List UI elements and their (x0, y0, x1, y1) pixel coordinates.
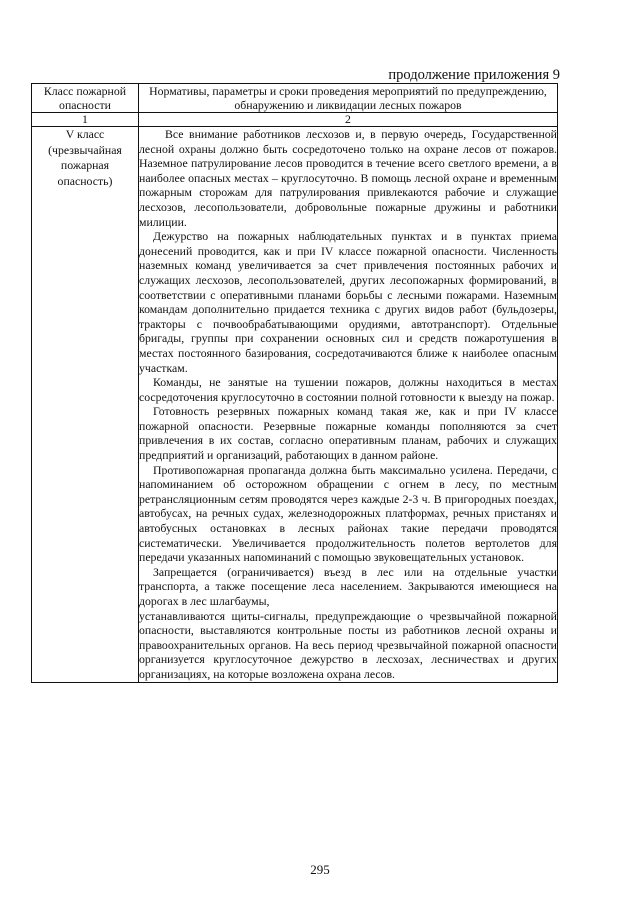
paragraph-restrictions: Запрещается (ограничивается) въезд в лес или на отдельные участки транспорта, а также посещение леса населением. Закрываются имеющиеся на дорогах в лес шлагбаумы, (139, 564, 557, 608)
column-header-class: Класс пожарной опасности (32, 84, 139, 113)
paragraph-reserve: Готовность резервных пожарных команд такая же, как и при IV классе пожарной опасности. Резервные пожарные команды пополняются за счет привлечения в их состав, согласно оперативным планам, рабочих и служащих предприятий и организаций, работающих в данном районе. (139, 404, 557, 463)
paragraph-duty: Дежурство на пожарных наблюдательных пунктах и в пунктах приема донесений проводится, как и при IV классе пожарной опасности. Численность наземных команд увеличивается за счет привлечения постоянных рабочих и служащих лесхозов, лесопользователей, других лесопожарных формирований, в соответствии с оперативными планами борьбы с лесными пожарами. Наземным командам дополнительно придается техника с других видов работ (бульдозеры, тракторы с почвообрабатывающими орудиями, автотранспорт). Отдельные бригады, группы при сохранении основных сил и средств пожаротушения в местах постоянного базирования, сосредотачиваются ближе к наиболее опасным участкам. (139, 229, 557, 375)
page-number: 295 (310, 862, 330, 877)
continuation-header: продолжение приложения 9 (388, 67, 560, 83)
table-row (32, 127, 558, 683)
column-number-row (32, 113, 558, 127)
column-number-1: 1 (32, 113, 139, 127)
paragraph-readiness: Команды, не занятые на тушении пожаров, должны находиться в местах сосредоточения круглосуточно в состоянии полной готовности к выезду на пожар. (139, 375, 557, 404)
paragraph-patrol: Все внимание работников лесхозов и, в первую очередь, Государственной лесной охраны должно быть сосредоточено только на охране лесов от пожаров. Наземное патрулирование лесов проводится в течение всего светлого времени, а в наиболее опасных местах – круглосуточно. В помощь лесной охране и временным пожарным сторожам для патрулирования привлекаются рабочие и служащие лесхозов, лесопользователи, добровольные пожарные дружины и работники милиции. (139, 127, 557, 229)
fire-class-label: V класс (чрезвычайная пожарная опасность) (32, 127, 139, 683)
table-header-row (32, 84, 558, 113)
measures-cell (139, 127, 558, 683)
paragraph-signals: устанавливаются щиты-сигналы, предупреждающие о чрезвычайной пожарной опасности, выставляются контрольные посты из работников лесной охраны и правоохранительных органов. На весь период чрезвычайной пожарной опасности организуется круглосуточное дежурство в лесхозах, лесничествах и других организациях, на которые возложена охрана лесов. (139, 608, 557, 681)
fire-danger-table (31, 83, 558, 683)
column-number-2: 2 (139, 113, 558, 127)
paragraph-propaganda: Противопожарная пропаганда должна быть максимально усилена. Передачи, с напоминанием об осторожном обращении с огнем в лесу, по местным ретрансляционным сетям проводятся через каждые 2-3 ч. В пригородных поездах, автобусах, на речных судах, железнодорожных платформах, речных пристанях и автобусных остановках в лесных районах такие передачи проводятся систематически. Увеличивается продолжительность полетов вертолетов для передачи указанных напоминаний с помощью звуковещательных установок. (139, 462, 557, 565)
column-header-norms: Нормативы, параметры и сроки проведения мероприятий по предупреждению, обнаружению и ликвидации лесных пожаров (139, 84, 558, 113)
